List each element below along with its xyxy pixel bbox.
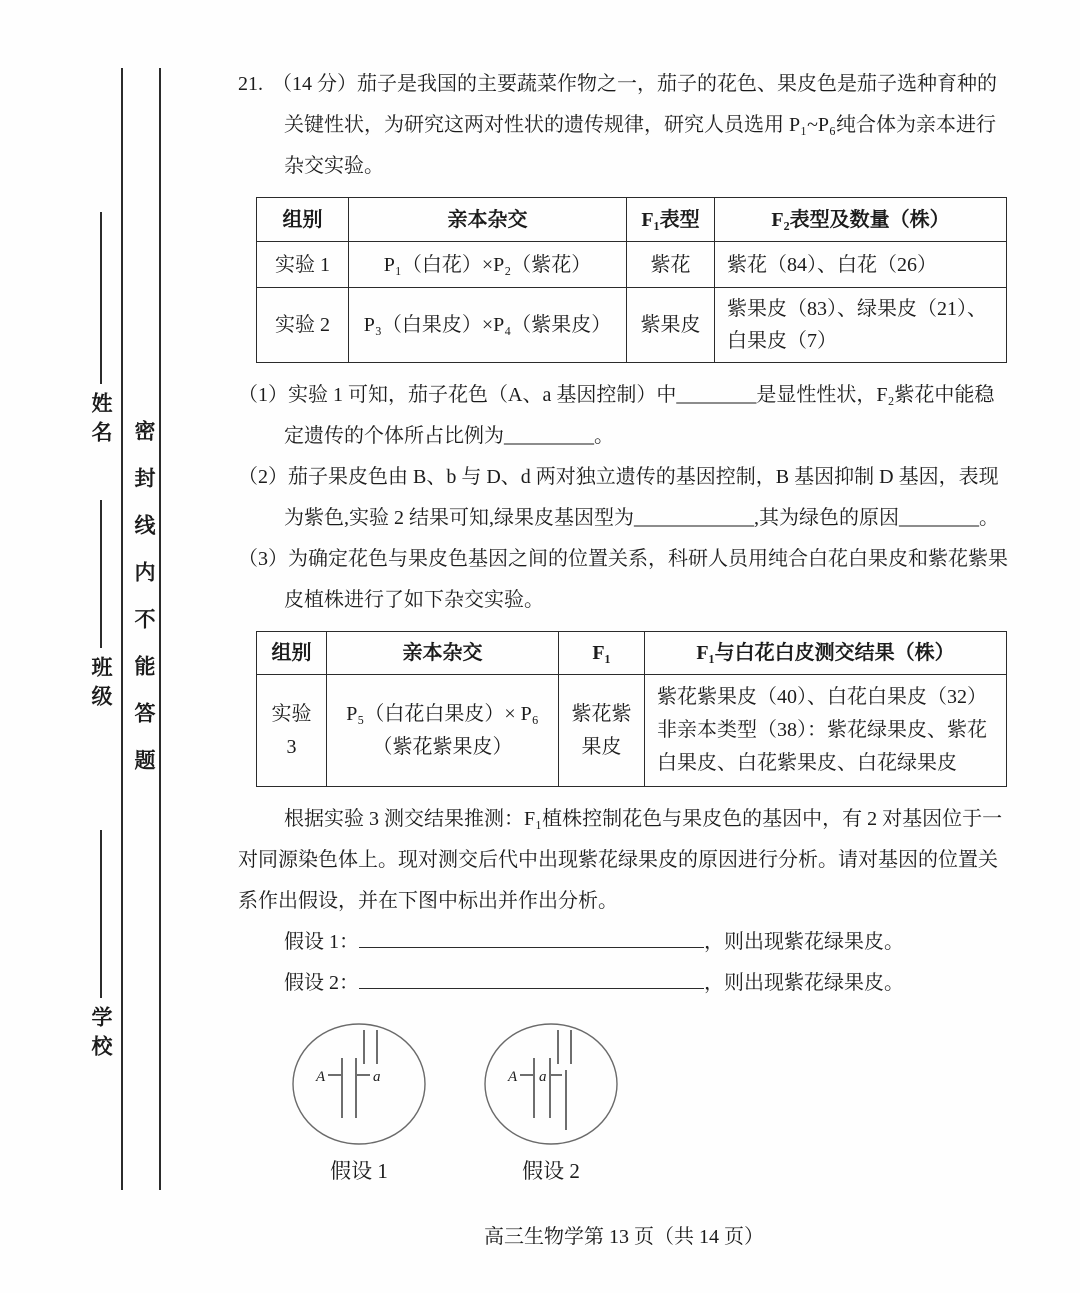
seal-divider-line-outer <box>159 68 161 1190</box>
table-header-f2-phenotype: F₂表型及数量（株） <box>715 198 1007 242</box>
table-header-testcross-result: F₁与白花白皮测交结果（株） <box>645 632 1007 675</box>
gene-label-a: a <box>539 1069 547 1085</box>
table-header-group: 组别 <box>257 198 349 242</box>
table-header-row <box>257 632 1007 675</box>
hypothesis-2-label: 假设 2： <box>284 972 359 994</box>
table-header-f1: F₁ <box>559 632 645 675</box>
chromosome-diagrams <box>238 1018 1010 1186</box>
table-cell-f2: 紫果皮（83）、绿果皮（21）、白果皮（7） <box>715 288 1007 363</box>
seal-divider-line-inner <box>121 68 123 1190</box>
class-label: 班级 <box>89 656 113 714</box>
question-area <box>238 64 1010 1186</box>
table-cell-f2: 紫花（84）、白花（26） <box>715 242 1007 288</box>
gene-label-A: A <box>316 1069 326 1085</box>
gene-label-A: A <box>508 1069 518 1085</box>
school-blank-line <box>100 830 102 998</box>
seal-instruction-text: 密封线内不能答题 <box>132 420 156 796</box>
name-field <box>84 212 118 450</box>
page-footer: 高三生物学第 13 页（共 14 页） <box>484 1226 764 1248</box>
cross-experiment-table-3 <box>256 631 1007 787</box>
table-cell-f1: 紫果皮 <box>627 288 715 363</box>
table-cell-cross: P₁（白花）×P₂（紫花） <box>349 242 627 288</box>
question-part-3: （3）为确定花色与果皮色基因之间的位置关系，科研人员用纯合白花白果皮和紫花紫果皮植株进行了如下杂交实验。 <box>238 548 1008 611</box>
question-intro-text: （14 分）茄子是我国的主要蔬菜作物之一，茄子的花色、果皮色是茄子选种育种的关键性状，为研究这两对性状的遗传规律，研究人员选用 P₁~P₆纯合体为亲本进行杂交实验。 <box>272 73 997 177</box>
cross-experiment-table-1 <box>256 197 1007 363</box>
diagram-caption-1: 假设 1 <box>330 1159 388 1183</box>
answer-blank <box>359 969 704 989</box>
name-label: 姓名 <box>89 392 113 450</box>
table-row <box>257 675 1007 787</box>
table-cell-f1: 紫花 <box>627 242 715 288</box>
hypothesis-2-diagram <box>476 1018 626 1186</box>
answer-blank <box>359 928 704 948</box>
question-intro <box>238 64 1010 187</box>
question-number: 21. <box>238 73 263 95</box>
class-blank-line <box>100 500 102 648</box>
class-field <box>84 500 118 714</box>
hypothesis-1-diagram <box>284 1018 434 1186</box>
table-cell-cross: P₅（白花白果皮）× P₆（紫花紫果皮） <box>327 675 559 787</box>
table-row <box>257 242 1007 288</box>
analysis-paragraph: 根据实验 3 测交结果推测：F₁植株控制花色与果皮色的基因中，有 2 对基因位于一对同源染色体上。现对测交后代中出现紫花绿果皮的原因进行分析。请对基因的位置关系作出假设，并在下图中标出并作出分析。 <box>238 808 1003 912</box>
hypothesis-2-line <box>238 963 1010 1004</box>
table-cell-cross: P₃（白果皮）×P₄（紫果皮） <box>349 288 627 363</box>
school-field <box>84 830 118 1064</box>
hypothesis-1-label: 假设 1： <box>284 931 359 953</box>
hypothesis-1-suffix: ，则出现紫花绿果皮。 <box>704 931 904 953</box>
gene-label-a: a <box>373 1069 381 1085</box>
school-label: 学校 <box>89 1006 113 1064</box>
table-header-group: 组别 <box>257 632 327 675</box>
cell-outline <box>485 1024 617 1144</box>
table-header-parent-cross: 亲本杂交 <box>327 632 559 675</box>
hypothesis-2-suffix: ，则出现紫花绿果皮。 <box>704 972 904 994</box>
question-part-2: （2）茄子果皮色由 B、b 与 D、d 两对独立遗传的基因控制，B 基因抑制 D 基因，表现为紫色,实验 2 结果可知,绿果皮基因型为____________,其为绿色的原因________。 <box>238 466 999 529</box>
question-part-1: （1）实验 1 可知，茄子花色（A、a 基因控制）中________是显性性状，F₂紫花中能稳定遗传的个体所占比例为_________。 <box>238 384 995 447</box>
table-cell-group: 实验 1 <box>257 242 349 288</box>
table-cell-group: 实验 3 <box>257 675 327 787</box>
table-cell-group: 实验 2 <box>257 288 349 363</box>
name-blank-line <box>100 212 102 384</box>
table-row <box>257 288 1007 363</box>
table-cell-testcross-result: 紫花紫果皮（40）、白花白果皮（32）非亲本类型（38）：紫花绿果皮、紫花白果皮、白花紫果皮、白花绿果皮 <box>645 675 1007 787</box>
hypothesis-1-line <box>238 922 1010 963</box>
table-cell-f1: 紫花紫果皮 <box>559 675 645 787</box>
table-header-parent-cross: 亲本杂交 <box>349 198 627 242</box>
table-header-row <box>257 198 1007 242</box>
cell-diagram-1 <box>284 1018 434 1150</box>
cell-outline <box>293 1024 425 1144</box>
diagram-caption-2: 假设 2 <box>522 1159 580 1183</box>
cell-diagram-2 <box>476 1018 626 1150</box>
table-header-f1-phenotype: F₁表型 <box>627 198 715 242</box>
